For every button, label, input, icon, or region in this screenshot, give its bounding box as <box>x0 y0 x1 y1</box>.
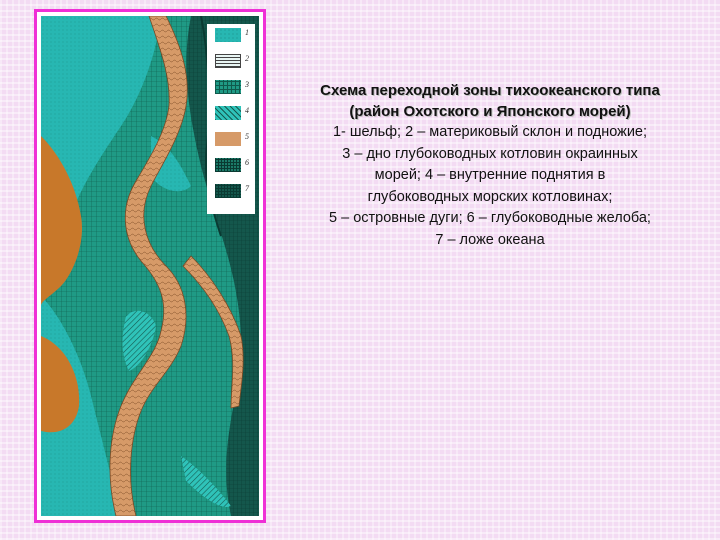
legend-swatch-trench <box>215 158 241 172</box>
legend-swatch-shelf <box>215 28 241 42</box>
legend-number: 5 <box>245 132 249 141</box>
legend-item <box>215 80 255 96</box>
legend-number: 3 <box>245 80 249 89</box>
legend-swatch-island-arc <box>215 132 241 146</box>
legend-number: 7 <box>245 184 249 193</box>
legend-number: 6 <box>245 158 249 167</box>
caption-body <box>290 122 690 251</box>
caption-title <box>290 80 690 122</box>
legend-item <box>215 132 255 148</box>
caption-body-line: глубоководных морских котловинах; <box>367 188 613 205</box>
caption-body-line: 7 – ложе океана <box>435 231 545 248</box>
legend-swatch-slope <box>215 54 241 68</box>
legend-number: 4 <box>245 106 249 115</box>
caption-body-line: 3 – дно глубоководных котловин окраинных <box>342 145 638 162</box>
legend-item <box>215 106 255 122</box>
legend-item <box>215 54 255 70</box>
legend-number: 2 <box>245 54 249 63</box>
figure-caption <box>290 80 690 251</box>
caption-title-line: (район Охотского и Японского морей) <box>349 103 631 120</box>
map-frame <box>34 9 266 523</box>
caption-body-line: морей; 4 – внутренние поднятия в <box>374 167 606 183</box>
legend-item <box>215 184 255 200</box>
caption-body-line: 1- шельф; 2 – материковый склон и подножие; <box>332 124 648 140</box>
legend-swatch-basin-floor <box>215 80 241 94</box>
legend-swatch-inner-rise <box>215 106 241 120</box>
legend-number: 1 <box>245 28 249 37</box>
map-legend <box>207 24 255 214</box>
legend-item <box>215 158 255 174</box>
caption-body-line: 5 – островные дуги; 6 – глубоководные желоба; <box>329 210 651 226</box>
legend-swatch-ocean-floor <box>215 184 241 198</box>
caption-title-line: Схема переходной зоны тихоокеанского типа <box>320 82 660 99</box>
legend-item <box>215 28 255 44</box>
